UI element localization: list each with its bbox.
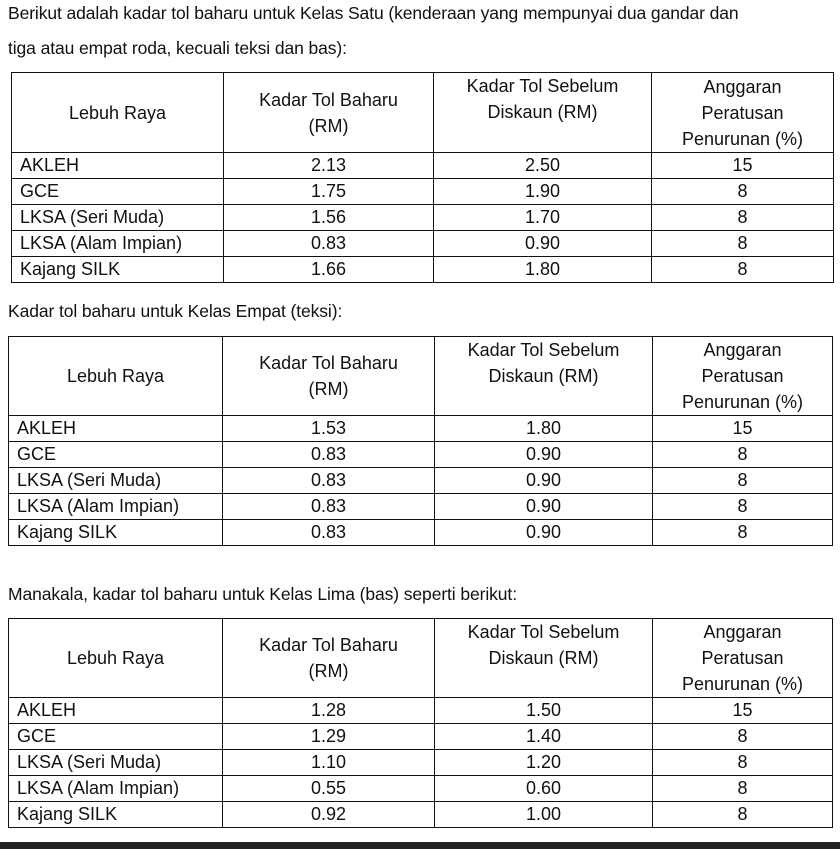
bottom-divider (0, 842, 840, 849)
table-row (9, 750, 833, 776)
cell-highway: Kajang SILK (9, 520, 223, 546)
cell-highway: LKSA (Alam Impian) (9, 494, 223, 520)
table-row (9, 442, 833, 468)
cell-highway: Kajang SILK (12, 257, 224, 283)
cell-new-rate: 0.55 (223, 776, 435, 802)
cell-new-rate: 1.53 (223, 416, 435, 442)
table-row (12, 205, 834, 231)
cell-before-rate: 0.60 (435, 776, 653, 802)
table-row (9, 494, 833, 520)
cell-reduction: 8 (653, 750, 833, 776)
cell-new-rate: 2.13 (224, 153, 434, 179)
cell-new-rate: 1.29 (223, 724, 435, 750)
table-row (12, 231, 834, 257)
cell-new-rate: 0.83 (223, 520, 435, 546)
cell-reduction: 8 (652, 179, 834, 205)
cell-reduction: 15 (652, 153, 834, 179)
header-highway: Lebuh Raya (9, 337, 223, 416)
table-row (9, 776, 833, 802)
cell-highway: GCE (12, 179, 224, 205)
cell-highway: LKSA (Alam Impian) (12, 231, 224, 257)
cell-before-rate: 0.90 (435, 520, 653, 546)
cell-new-rate: 1.10 (223, 750, 435, 776)
header-reduction: Anggaran Peratusan Penurunan (%) (653, 619, 833, 698)
cell-reduction: 8 (653, 520, 833, 546)
header-new-rate: Kadar Tol Baharu (RM) (223, 619, 435, 698)
cell-new-rate: 1.56 (224, 205, 434, 231)
intro-paragraph-line-1: Berikut adalah kadar tol baharu untuk Kelas Satu (kenderaan yang mempunyai dua gandar dan (8, 3, 739, 23)
cell-new-rate: 0.83 (224, 231, 434, 257)
cell-highway: GCE (9, 442, 223, 468)
table-row (9, 520, 833, 546)
intro-paragraph-line-2: tiga atau empat roda, kecuali teksi dan bas): (8, 38, 347, 58)
class-five-toll-table (8, 618, 833, 828)
cell-reduction: 8 (653, 468, 833, 494)
header-highway: Lebuh Raya (12, 73, 224, 153)
cell-before-rate: 0.90 (435, 468, 653, 494)
table-row (12, 153, 834, 179)
cell-new-rate: 1.28 (223, 698, 435, 724)
header-before-rate: Kadar Tol Sebelum Diskaun (RM) (435, 619, 653, 698)
table-row (9, 698, 833, 724)
table-row (9, 468, 833, 494)
cell-new-rate: 1.75 (224, 179, 434, 205)
table-row (12, 257, 834, 283)
header-highway: Lebuh Raya (9, 619, 223, 698)
cell-new-rate: 0.83 (223, 494, 435, 520)
class-four-intro: Kadar tol baharu untuk Kelas Empat (teksi): (8, 301, 343, 321)
cell-highway: LKSA (Seri Muda) (9, 468, 223, 494)
header-new-rate: Kadar Tol Baharu (RM) (224, 73, 434, 153)
table-row (9, 416, 833, 442)
cell-before-rate: 1.90 (434, 179, 652, 205)
header-new-rate: Kadar Tol Baharu (RM) (223, 337, 435, 416)
cell-before-rate: 1.20 (435, 750, 653, 776)
cell-reduction: 15 (653, 416, 833, 442)
cell-new-rate: 1.66 (224, 257, 434, 283)
class-five-intro: Manakala, kadar tol baharu untuk Kelas Lima (bas) seperti berikut: (8, 584, 517, 604)
cell-highway: LKSA (Seri Muda) (9, 750, 223, 776)
cell-before-rate: 1.80 (435, 416, 653, 442)
header-reduction: Anggaran Peratusan Penurunan (%) (652, 73, 834, 153)
cell-before-rate: 0.90 (434, 231, 652, 257)
cell-reduction: 8 (653, 776, 833, 802)
table-row (12, 179, 834, 205)
cell-reduction: 8 (653, 494, 833, 520)
cell-reduction: 8 (652, 257, 834, 283)
cell-before-rate: 0.90 (435, 442, 653, 468)
cell-reduction: 8 (653, 724, 833, 750)
header-before-rate: Kadar Tol Sebelum Diskaun (RM) (435, 337, 653, 416)
cell-highway: AKLEH (9, 698, 223, 724)
cell-before-rate: 1.40 (435, 724, 653, 750)
class-one-toll-table (11, 72, 834, 283)
cell-highway: LKSA (Alam Impian) (9, 776, 223, 802)
header-before-rate: Kadar Tol Sebelum Diskaun (RM) (434, 73, 652, 153)
cell-highway: GCE (9, 724, 223, 750)
cell-before-rate: 2.50 (434, 153, 652, 179)
cell-before-rate: 1.00 (435, 802, 653, 828)
class-four-toll-table (8, 336, 833, 546)
cell-reduction: 8 (653, 442, 833, 468)
cell-new-rate: 0.83 (223, 468, 435, 494)
table-row (9, 724, 833, 750)
cell-highway: Kajang SILK (9, 802, 223, 828)
cell-before-rate: 0.90 (435, 494, 653, 520)
cell-reduction: 15 (653, 698, 833, 724)
cell-highway: LKSA (Seri Muda) (12, 205, 224, 231)
cell-highway: AKLEH (9, 416, 223, 442)
cell-before-rate: 1.80 (434, 257, 652, 283)
cell-before-rate: 1.70 (434, 205, 652, 231)
table-row (9, 802, 833, 828)
cell-before-rate: 1.50 (435, 698, 653, 724)
header-reduction: Anggaran Peratusan Penurunan (%) (653, 337, 833, 416)
cell-highway: AKLEH (12, 153, 224, 179)
cell-reduction: 8 (652, 231, 834, 257)
cell-reduction: 8 (652, 205, 834, 231)
cell-new-rate: 0.92 (223, 802, 435, 828)
cell-reduction: 8 (653, 802, 833, 828)
cell-new-rate: 0.83 (223, 442, 435, 468)
